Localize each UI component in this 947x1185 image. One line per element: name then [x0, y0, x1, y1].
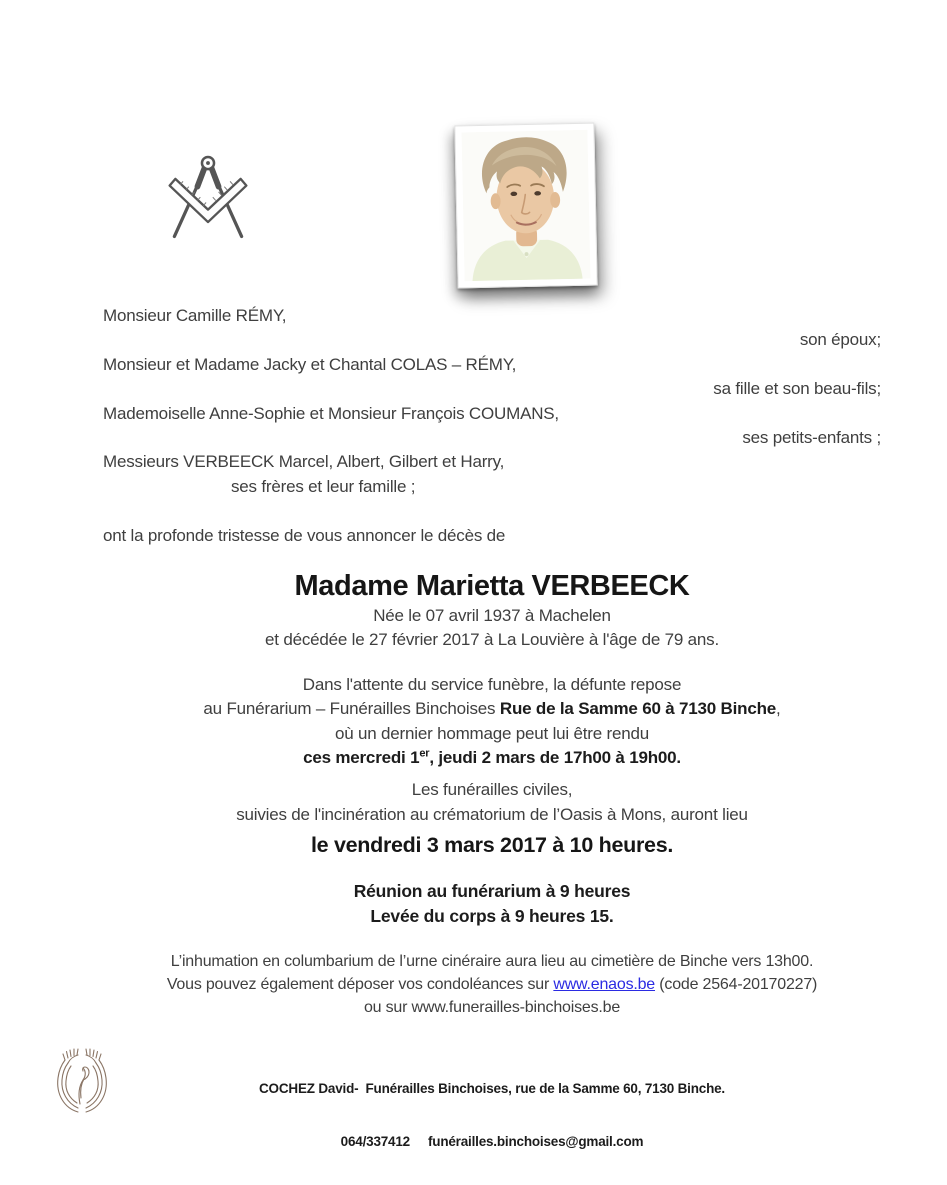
funerarium-address: Rue de la Samme 60 à 7130 Binche [499, 699, 777, 719]
funerarium-address-line: au Funérarium – Funérailles Binchoises Rue de la Samme 60 à 7130 Binche, [203, 699, 781, 719]
family-line: Messieurs VERBEECK Marcel, Albert, Gilbert et Harry, [103, 452, 505, 472]
relation-line: ses petits-enfants ; [742, 428, 881, 448]
visitation-hours-line: ces mercredi 1er, jeudi 2 mars de 17h00 à 19h00. [303, 747, 681, 768]
family-line: Monsieur et Madame Jacky et Chantal COLAS – RÉMY, [103, 354, 517, 374]
enaos-link[interactable]: www.enaos.be [553, 976, 656, 994]
deceased-photo [454, 123, 597, 289]
meeting-section [103, 879, 881, 928]
birth-line: Née le 07 avril 1937 à Machelen [373, 606, 611, 626]
funeral-date-line: le vendredi 3 mars 2017 à 10 heures. [310, 833, 674, 858]
email-address: funérailles.binchoises@gmail.com [427, 1133, 644, 1149]
relation-line: ses frères et leur famille ; [231, 476, 416, 496]
funeral-home-address-line: COCHEZ David- Funérailles Binchoises, rue de la Samme 60, 7130 Binche. [259, 1081, 725, 1097]
ordinal-superscript: er [419, 747, 430, 760]
repose-line: Dans l'attente du service funèbre, la défunte repose [302, 674, 682, 694]
funeral-line: Les funérailles civiles, [411, 780, 573, 800]
funeral-home-contact-line [103, 1133, 881, 1151]
phone-number: 064/337412 [340, 1133, 410, 1149]
repose-section [103, 673, 881, 771]
deceased-name: Madame Marietta VERBEECK [294, 570, 690, 603]
relation-line: son époux; [799, 330, 881, 350]
meeting-line: Réunion au funérarium à 9 heures [353, 881, 631, 902]
announcement-body [103, 304, 881, 1185]
funeral-home-footer [103, 1045, 881, 1185]
relation-line: sa fille et son beau-fils; [713, 379, 881, 399]
departure-line: Levée du corps à 9 heures 15. [370, 905, 614, 926]
info-section [103, 950, 881, 1019]
family-line: Mademoiselle Anne-Sophie et Monsieur François COUMANS, [103, 403, 559, 423]
condolences-line: Vous pouvez également déposer vos condoléances sur www.enaos.be (code 2564-20170227) [166, 976, 818, 994]
repose-line: où un dernier hommage peut lui être rendu [334, 723, 650, 743]
announcement-intro: ont la profonde tristesse de vous annoncer le décès de [103, 525, 506, 545]
inhumation-line: L’inhumation en columbarium de l’urne cinéraire aura lieu au cimetière de Binche vers 13h00. [170, 953, 814, 971]
alt-site-line: ou sur www.funerailles-binchoises.be [363, 999, 621, 1017]
funeral-line: suivies de l'incinération au crématorium de l’Oasis à Mons, auront lieu [236, 804, 748, 824]
portrait-illustration [461, 130, 590, 282]
masonic-square-compasses-icon [160, 152, 256, 248]
hands-dove-logo-icon [50, 1042, 114, 1120]
death-line: et décédée le 27 février 2017 à La Louvière à l'âge de 79 ans. [265, 630, 719, 650]
family-line: Monsieur Camille RÉMY, [103, 306, 287, 325]
funeral-section [103, 778, 881, 861]
